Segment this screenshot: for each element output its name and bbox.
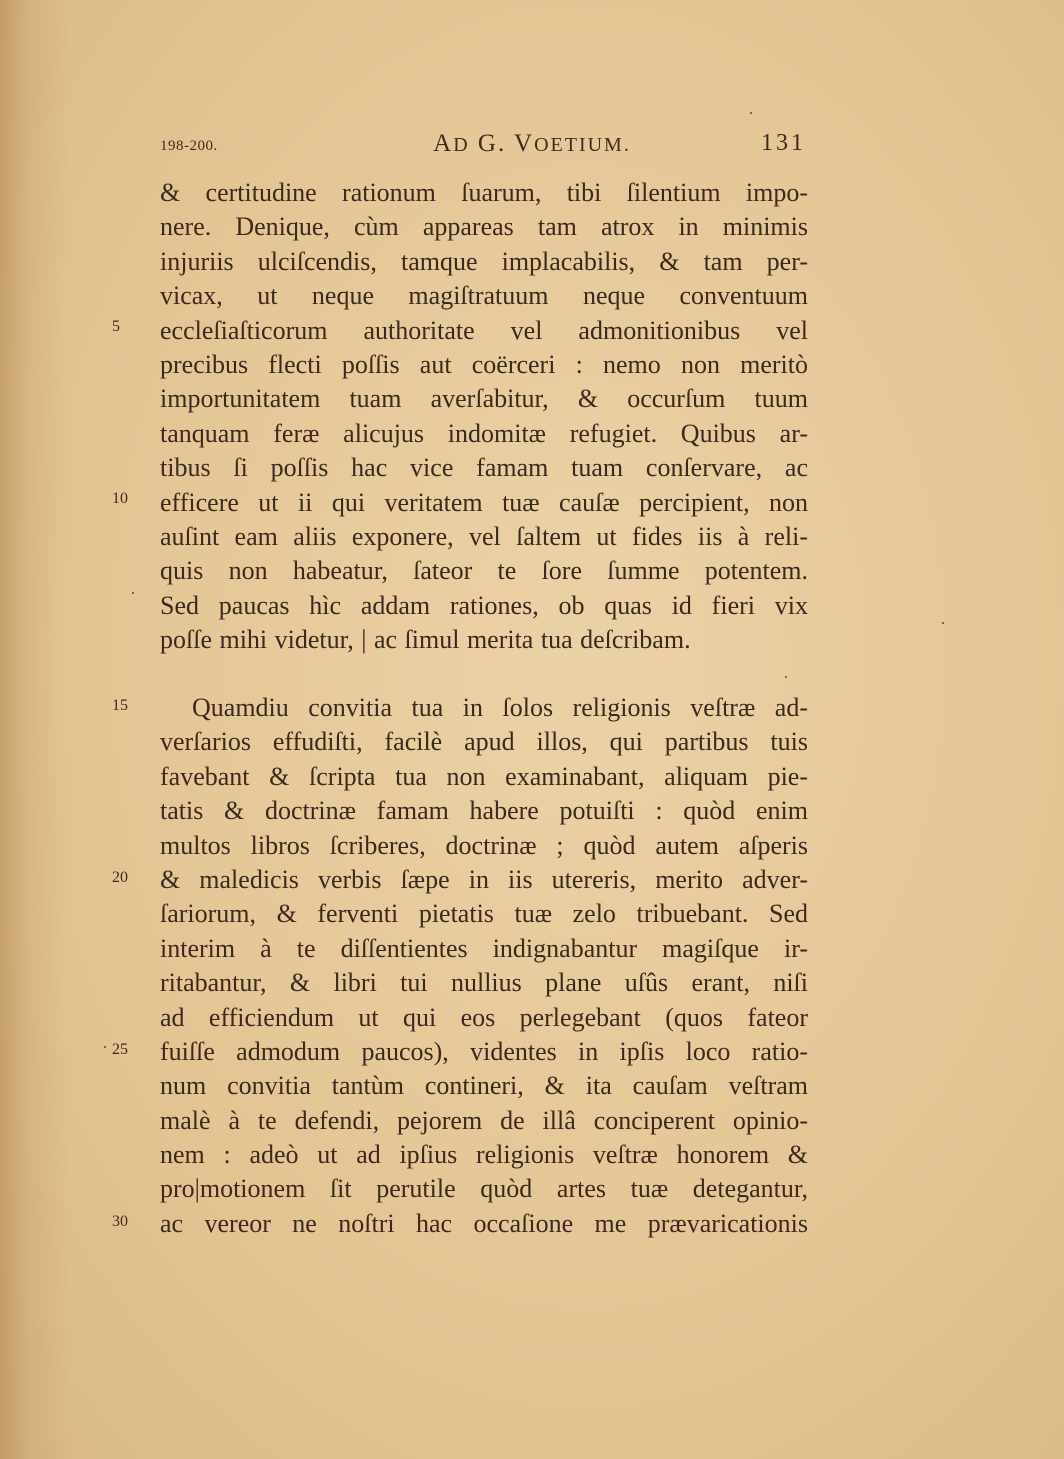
text-line: ac vereor ne noſtri hac occaſione me prævaricationis <box>160 1208 808 1238</box>
text-line: verſarios effudiſti, facilè apud illos, qui partibus tuis <box>160 727 808 757</box>
text-line: eccleſiaſticorum authoritate vel admonitionibus vel <box>160 315 808 345</box>
text-line: & certitudine rationum ſuarum, tibi ſilentium impo- <box>160 178 808 207</box>
text-line: interim à te diſſentientes indignabantur magiſque ir- <box>160 933 808 963</box>
paper-speck <box>942 622 944 624</box>
text-line: pro|motionem ſit perutile quòd artes tuæ detegantur, <box>160 1174 808 1204</box>
text-line: malè à te defendi, pejorem de illâ conciperent opinio- <box>160 1105 808 1135</box>
paragraph-2 <box>160 691 808 1241</box>
text-line: quis non habeatur, ſateor te ſore ſumme potentem. <box>160 556 808 586</box>
text-line: num convitia tantùm contineri, & ita cauſam veſtram <box>160 1071 808 1101</box>
running-title-initial: G. V <box>477 130 535 157</box>
text-line: ſariorum, & ferventi pietatis tuæ zelo tribuebant. Sed <box>160 899 808 929</box>
text-line: ritabantur, & libri tui nullius plane uſûs erant, niſi <box>160 968 808 998</box>
page-number: 131 <box>761 130 806 156</box>
text-line: poſſe mihi videtur, | ac ſimul merita tua deſcribam. <box>160 625 691 655</box>
paper-speck <box>785 676 787 678</box>
text-line: multos libros ſcriberes, doctrinæ ; quòd autem aſperis <box>160 830 808 860</box>
text-line: tatis & doctrinæ famam habere potuiſti : quòd enim <box>160 796 808 826</box>
text-line: tanquam feræ alicujus indomitæ refugiet. Quibus ar- <box>160 418 808 448</box>
line-number: 25 <box>112 1041 128 1058</box>
paper-speck <box>750 112 752 114</box>
text-line: Quamdiu convitia tua in ſolos religionis veſtræ ad- <box>192 693 808 722</box>
text-line: favebant & ſcripta tua non examinabant, aliquam pie- <box>160 761 808 791</box>
text-line: injuriis ulciſcendis, tamque implacabilis, & tam per- <box>160 246 808 276</box>
text-line: ad efficiendum ut qui eos perlegebant (quos fateor <box>160 1002 808 1032</box>
text-line: & maledicis verbis ſæpe in iis utereris, merito adver- <box>160 864 808 894</box>
running-title <box>0 130 1064 158</box>
paper-speck <box>132 592 134 594</box>
line-number: 10 <box>112 490 128 507</box>
text-line: nere. Denique, cùm appareas tam atrox in minimis <box>160 212 808 242</box>
text-line: importunitatem tuam averſabitur, & occurſum tuum <box>160 384 808 414</box>
line-number: 30 <box>112 1213 128 1230</box>
text-line: fuiſſe admodum paucos), videntes in ipſis loco ratio- <box>160 1036 808 1066</box>
text-line: Sed paucas hìc addam rationes, ob quas id fieri vix <box>160 590 808 620</box>
text-line: nem : adeò ut ad ipſius religionis veſtræ honorem & <box>160 1140 808 1170</box>
line-number: 5 <box>112 318 120 335</box>
line-number: 15 <box>112 697 128 714</box>
section-range: 198-200. <box>160 138 218 154</box>
line-number: 20 <box>112 869 128 886</box>
text-line: tibus ſi poſſis hac vice famam tuam conſervare, ac <box>160 453 808 483</box>
paper-speck <box>104 1046 106 1048</box>
text-line: precibus flecti poſſis aut coërceri : nemo non meritò <box>160 349 808 379</box>
paragraph-1 <box>160 176 808 657</box>
running-title-smallcaps: OETIUM. <box>534 134 631 156</box>
running-title-initial: A <box>433 130 454 157</box>
text-line: auſint eam aliis exponere, vel ſaltem ut fides iis à reli- <box>160 521 808 551</box>
running-title-smallcaps: D <box>453 134 470 156</box>
text-line: vicax, ut neque magiſtratuum neque conventuum <box>160 281 808 311</box>
text-line: efficere ut ii qui veritatem tuæ cauſæ percipient, non <box>160 487 808 517</box>
